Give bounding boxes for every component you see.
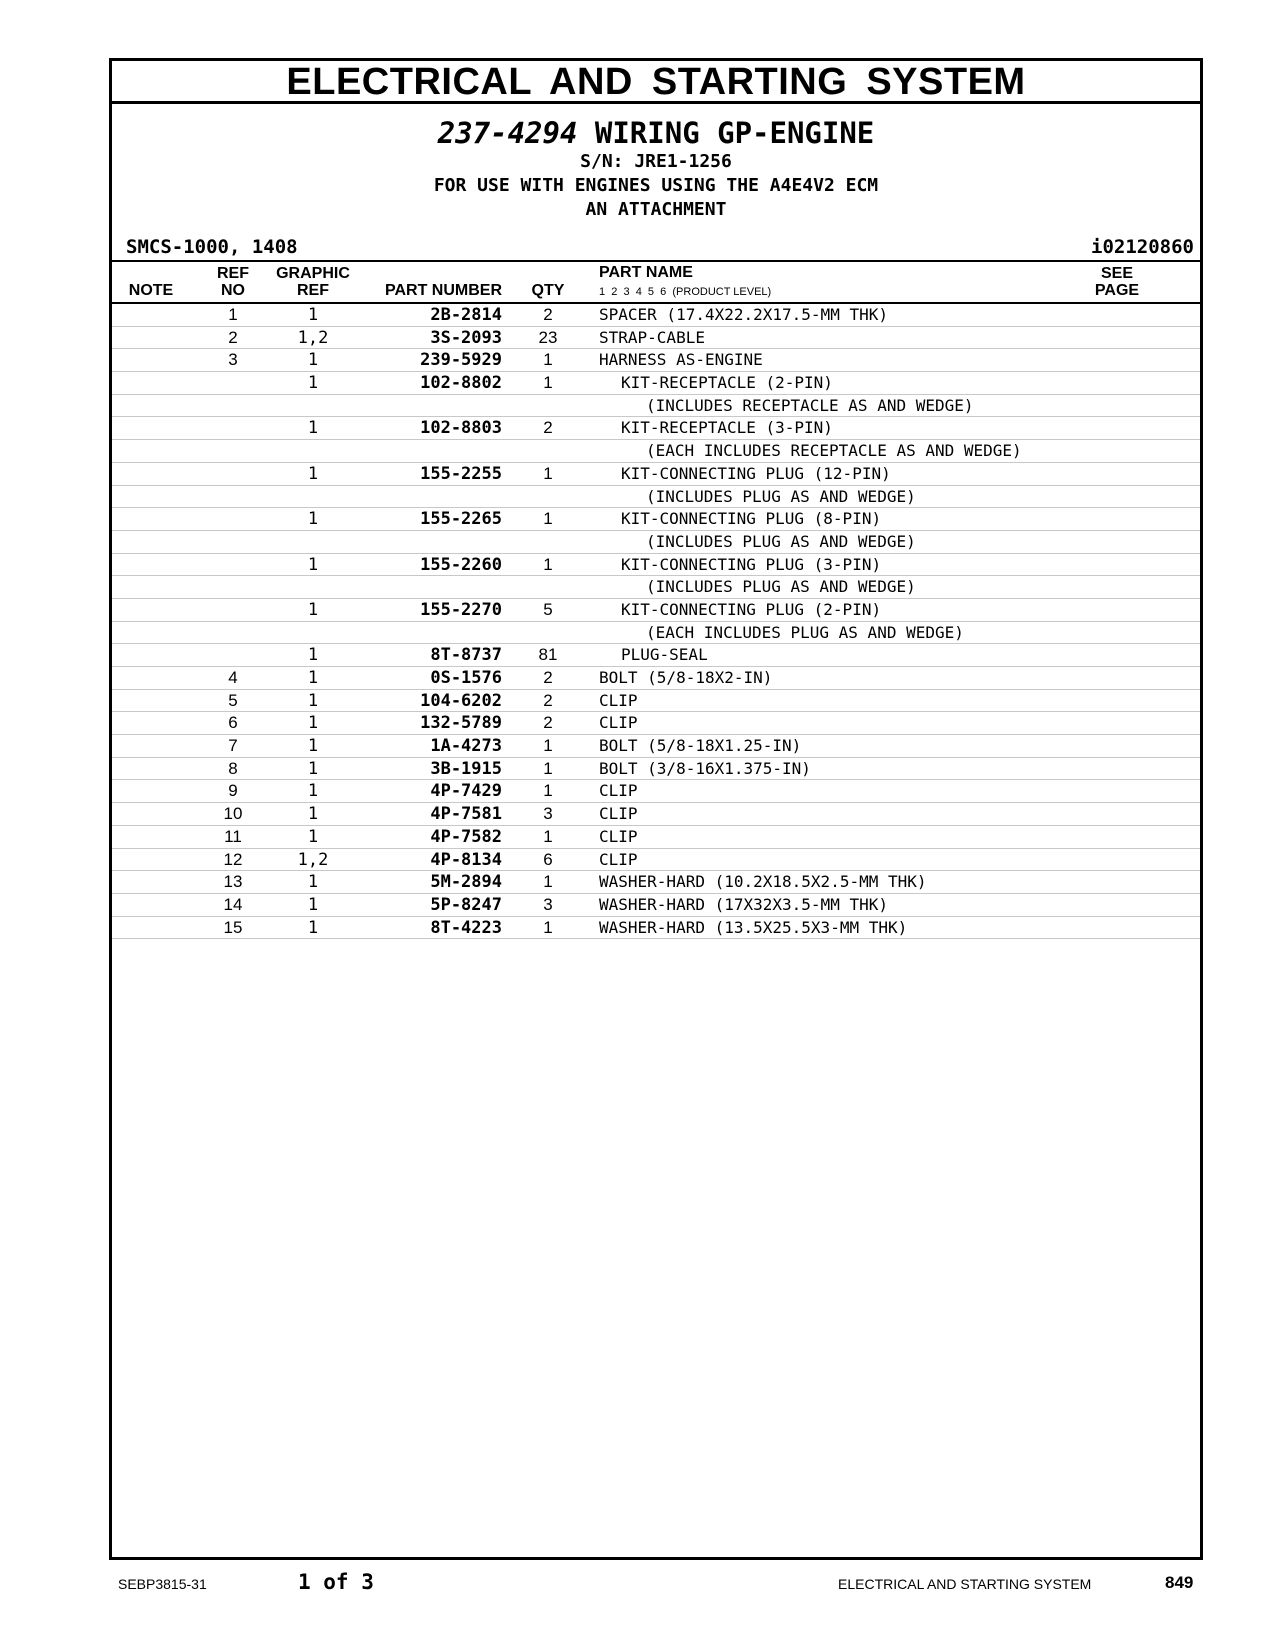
qty: 1 (543, 781, 553, 801)
qty: 3 (543, 894, 553, 914)
qty: 6 (543, 849, 553, 869)
part-number: 1A-4273 (430, 736, 502, 757)
part-number: 239-5929 (420, 350, 502, 371)
qty: 1 (543, 736, 553, 756)
part-name: BOLT (5/8-18X1.25-IN) (599, 736, 802, 756)
page-number: 849 (1165, 1573, 1194, 1592)
table-row (112, 803, 1200, 826)
table-row (112, 667, 1200, 690)
table-row (112, 508, 1200, 531)
serial-number: S/N: JRE1-1256 (580, 151, 732, 172)
part-name: CLIP (599, 804, 638, 824)
graphic-ref: 1 (307, 668, 319, 688)
ref-no: 2 (228, 327, 238, 347)
part-name: CLIP (599, 690, 638, 710)
graphic-ref: 1 (307, 758, 319, 779)
part-number: 3S-2093 (430, 327, 502, 348)
qty: 1 (543, 917, 553, 937)
graphic-ref: 1 (307, 418, 319, 439)
part-number: 4P-8134 (430, 849, 502, 870)
qty: 1 (543, 463, 553, 483)
part-number: 4P-7429 (430, 781, 502, 802)
part-name: (INCLUDES PLUG AS AND WEDGE) (646, 577, 916, 597)
ref-no: 4 (228, 668, 238, 687)
parts-table (112, 304, 1200, 939)
col-ref-top: REF (217, 265, 249, 282)
ref-no: 9 (228, 781, 238, 801)
col-part-number: PART NUMBER (384, 282, 502, 299)
usage-note: FOR USE WITH ENGINES USING THE A4E4V2 ECM (433, 175, 879, 196)
group-part-title: WIRING GP-ENGINE (594, 116, 875, 150)
page-of: 1 of 3 (298, 1570, 374, 1594)
qty: 5 (543, 599, 553, 619)
group-part-number: 237-4294 (437, 116, 578, 150)
table-row (112, 917, 1200, 940)
part-name: STRAP-CABLE (599, 327, 705, 347)
col-see-top: SEE (1100, 265, 1133, 282)
part-name: CLIP (599, 781, 638, 801)
ref-no: 6 (228, 713, 238, 733)
qty: 23 (538, 327, 558, 347)
ref-no: 15 (223, 917, 243, 937)
graphic-ref: 1 (307, 350, 319, 371)
meta-line (112, 232, 1200, 260)
graphic-ref: 1 (307, 463, 319, 484)
graphic-ref: 1 (307, 713, 319, 734)
graphic-ref: 1 (307, 599, 319, 620)
part-name: SPACER (17.4X22.2X17.5-MM THK) (599, 305, 888, 324)
table-row (112, 576, 1200, 599)
table-row (112, 735, 1200, 758)
table-row (112, 894, 1200, 917)
part-number: 3B-1915 (430, 758, 502, 779)
graphic-ref: 1 (307, 826, 319, 847)
part-name: (EACH INCLUDES PLUG AS AND WEDGE) (646, 622, 964, 642)
ref-no: 7 (228, 736, 238, 756)
part-title-line (112, 116, 1200, 150)
ref-no: 14 (223, 894, 243, 914)
ref-no: 13 (223, 872, 243, 892)
col-ref-bottom: NO (221, 282, 245, 299)
qty: 1 (543, 350, 553, 370)
qty: 1 (543, 826, 553, 846)
part-name: (INCLUDES PLUG AS AND WEDGE) (646, 531, 916, 551)
table-row (112, 644, 1200, 667)
ref-no: 1 (228, 305, 238, 324)
part-heading (112, 116, 1200, 222)
part-name: CLIP (599, 713, 638, 733)
qty: 1 (543, 872, 553, 892)
page-frame (109, 58, 1203, 1560)
col-product-level: 1 2 3 4 5 6 (PRODUCT LEVEL) (599, 286, 772, 298)
ref-no: 10 (223, 804, 243, 824)
part-name: KIT-CONNECTING PLUG (2-PIN) (621, 599, 882, 619)
part-number: 5P-8247 (430, 894, 502, 915)
graphic-ref: 1 (307, 690, 319, 711)
table-row (112, 395, 1200, 418)
qty: 1 (543, 758, 553, 778)
part-name: KIT-CONNECTING PLUG (12-PIN) (621, 463, 891, 483)
part-number: 4P-7582 (430, 826, 502, 847)
table-row (112, 417, 1200, 440)
part-number: 8T-8737 (430, 645, 502, 666)
attachment-note: AN ATTACHMENT (585, 199, 727, 220)
part-number: 104-6202 (420, 690, 502, 711)
table-row (112, 758, 1200, 781)
table-row (112, 486, 1200, 509)
ref-no: 11 (224, 826, 242, 846)
part-number: 5M-2894 (430, 872, 502, 893)
qty: 2 (543, 713, 553, 733)
part-number: 4P-7581 (430, 804, 502, 825)
part-name: CLIP (599, 849, 638, 869)
graphic-ref: 1 (307, 509, 319, 530)
part-number: 155-2270 (420, 599, 502, 620)
part-name: (INCLUDES PLUG AS AND WEDGE) (646, 486, 916, 506)
graphic-ref: 1 (307, 917, 319, 938)
part-name: KIT-CONNECTING PLUG (8-PIN) (621, 509, 882, 529)
part-number: 102-8803 (420, 418, 502, 439)
graphic-ref: 1 (307, 305, 319, 325)
qty: 2 (543, 418, 553, 438)
col-graphic-top: GRAPHIC (276, 265, 350, 282)
part-name: KIT-RECEPTACLE (3-PIN) (621, 418, 833, 438)
part-name: WASHER-HARD (10.2X18.5X2.5-MM THK) (599, 872, 927, 892)
table-row (112, 463, 1200, 486)
part-name: (EACH INCLUDES RECEPTACLE AS AND WEDGE) (646, 441, 1022, 461)
table-row (112, 871, 1200, 894)
graphic-ref: 1 (307, 736, 319, 757)
graphic-ref: 1 (307, 804, 319, 825)
part-number: 2B-2814 (430, 305, 502, 325)
qty: 1 (543, 509, 553, 529)
part-name: BOLT (3/8-16X1.375-IN) (599, 758, 811, 778)
table-row (112, 826, 1200, 849)
column-header (112, 260, 1200, 304)
part-name: HARNESS AS-ENGINE (599, 350, 763, 370)
col-qty: QTY (531, 282, 565, 299)
table-row (112, 440, 1200, 463)
smcs-code: SMCS-1000, 1408 (126, 236, 298, 258)
part-number: 102-8802 (420, 373, 502, 394)
table-row (112, 531, 1200, 554)
table-row (112, 690, 1200, 713)
graphic-ref: 1 (307, 894, 319, 915)
part-number: 155-2260 (420, 554, 502, 575)
graphic-ref: 1 (307, 781, 319, 802)
table-row (112, 780, 1200, 803)
page-footer (0, 1566, 1275, 1596)
qty: 2 (543, 305, 553, 324)
ref-no: 5 (228, 690, 238, 710)
qty: 1 (543, 554, 553, 574)
part-name: WASHER-HARD (17X32X3.5-MM THK) (599, 894, 888, 914)
part-name: KIT-CONNECTING PLUG (3-PIN) (621, 554, 882, 574)
part-name: (INCLUDES RECEPTACLE AS AND WEDGE) (646, 395, 974, 415)
graphic-ref: 1 (307, 872, 319, 893)
document-id: SEBP3815-31 (118, 1576, 207, 1592)
table-row (112, 712, 1200, 735)
part-number: 0S-1576 (430, 668, 502, 688)
table-row (112, 304, 1200, 327)
graphic-ref: 1,2 (297, 849, 329, 870)
col-see-bottom: PAGE (1094, 282, 1140, 299)
illustration-id: i02120860 (1091, 236, 1194, 258)
table-row (112, 327, 1200, 350)
ref-no: 12 (223, 849, 243, 869)
table-row (112, 372, 1200, 395)
section-title: ELECTRICAL AND STARTING SYSTEM (112, 61, 1200, 104)
graphic-ref: 1 (307, 554, 319, 575)
qty: 3 (543, 804, 553, 824)
table-row (112, 599, 1200, 622)
table-row (112, 554, 1200, 577)
part-number: 155-2255 (420, 463, 502, 484)
table-row (112, 849, 1200, 872)
ref-no: 3 (228, 350, 238, 370)
qty: 2 (543, 690, 553, 710)
graphic-ref: 1,2 (297, 327, 329, 348)
part-name: BOLT (5/8-18X2-IN) (599, 668, 773, 687)
footer-section: ELECTRICAL AND STARTING SYSTEM (838, 1576, 1092, 1592)
col-note: NOTE (128, 282, 174, 299)
part-number: 155-2265 (420, 509, 502, 530)
part-number: 8T-4223 (430, 917, 502, 938)
part-name: WASHER-HARD (13.5X25.5X3-MM THK) (599, 917, 908, 937)
table-row (112, 622, 1200, 645)
qty: 2 (543, 668, 553, 687)
graphic-ref: 1 (307, 645, 319, 666)
ref-no: 8 (228, 758, 238, 778)
col-graphic-bottom: REF (297, 282, 329, 299)
part-name: PLUG-SEAL (621, 645, 708, 665)
part-name: CLIP (599, 826, 638, 846)
table-row (112, 349, 1200, 372)
qty: 1 (543, 373, 553, 393)
qty: 81 (538, 645, 558, 665)
part-name: KIT-RECEPTACLE (2-PIN) (621, 373, 833, 393)
col-part-name: PART NAME (599, 264, 693, 281)
graphic-ref: 1 (307, 373, 319, 394)
part-number: 132-5789 (420, 713, 502, 734)
